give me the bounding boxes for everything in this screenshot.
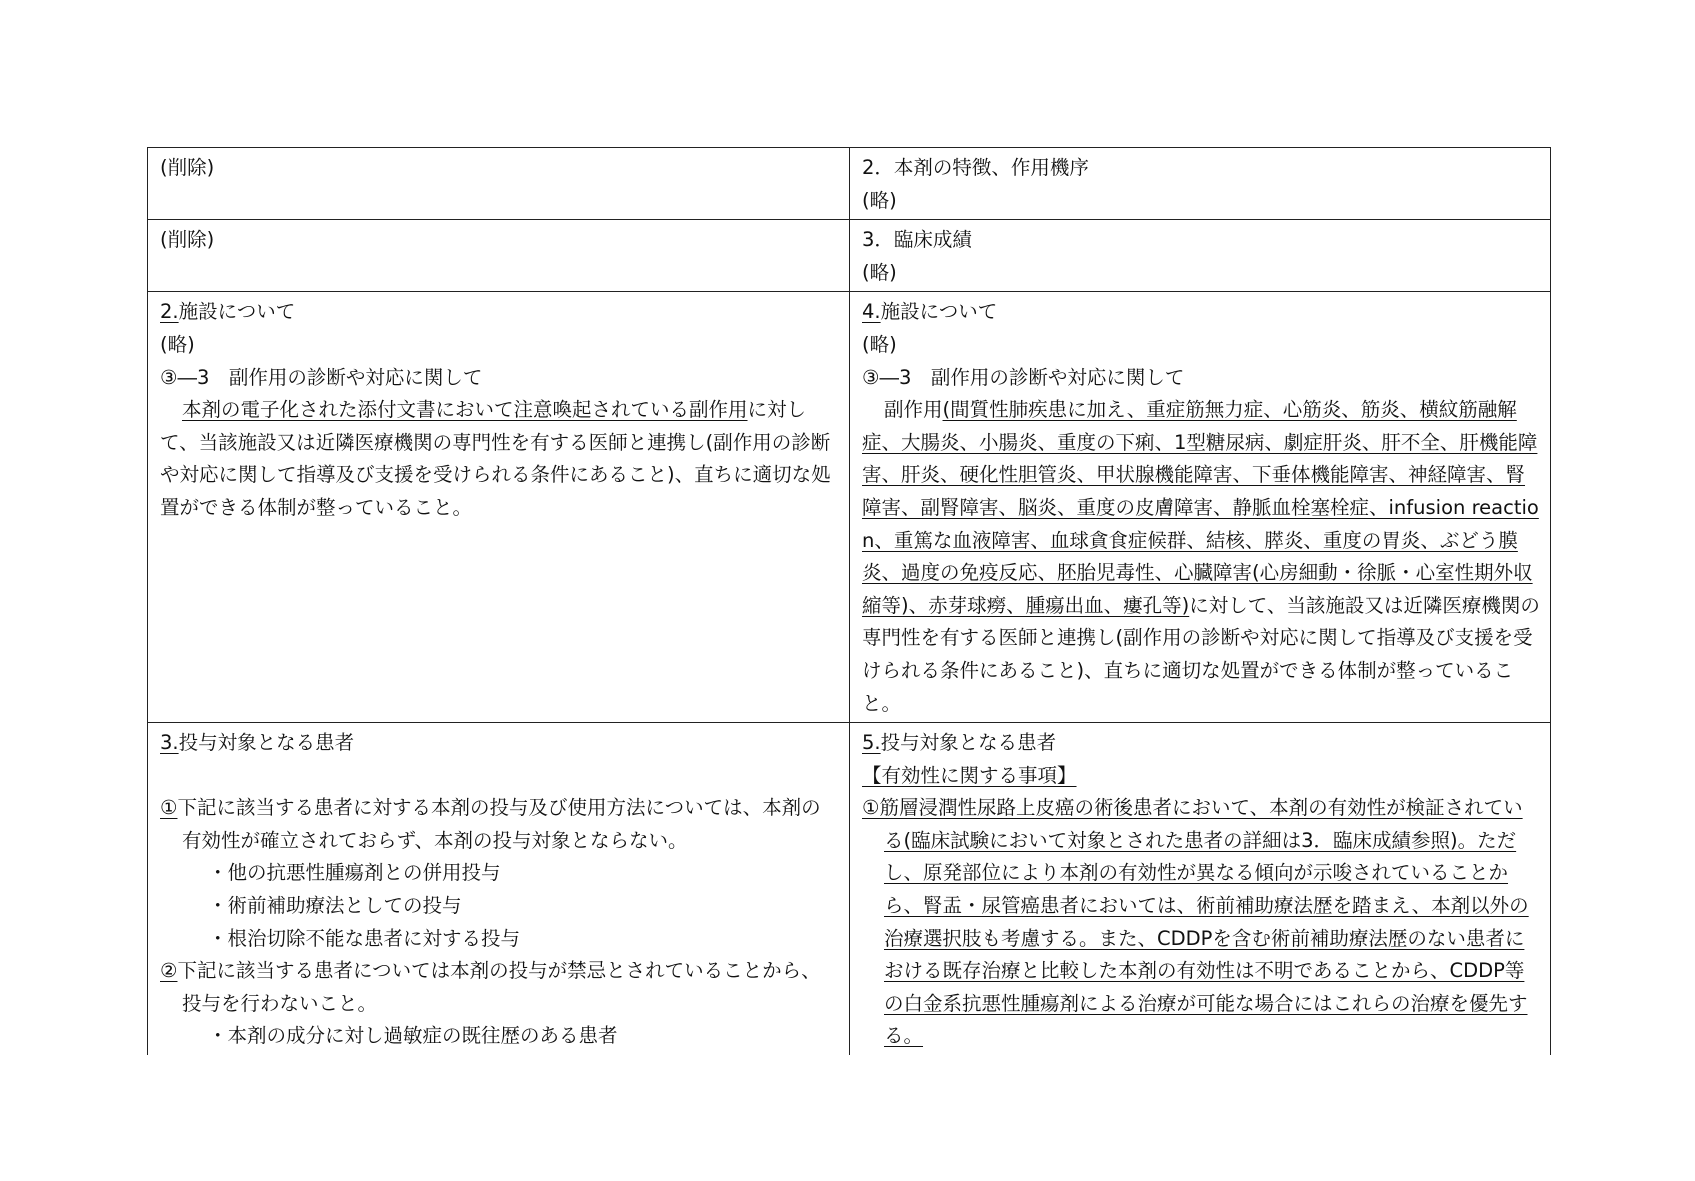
abbreviated-note: (略): [862, 260, 897, 284]
section-heading: 2．本剤の特徴、作用機序: [862, 156, 1089, 179]
section-heading: [160, 727, 839, 760]
subheading: ③―3 副作用の診断や対応に関して: [862, 365, 1185, 389]
bullet-item: ・本剤の成分に対し過敏症の既往歴のある患者: [208, 1024, 618, 1048]
section-title: 投与対象となる患者: [880, 731, 1057, 755]
section-heading: [862, 727, 1540, 760]
section-title: 施設について: [178, 300, 296, 324]
item-marker: ①: [160, 796, 178, 820]
right-cell: [850, 220, 1551, 292]
underlined-text: 本剤の電子化された添付文書において注意喚起されている副作用: [182, 398, 748, 422]
right-cell: [850, 723, 1551, 1055]
table-row: [148, 723, 1551, 1055]
section-heading: 3．臨床成績: [862, 228, 972, 252]
deleted-label: (削除): [160, 228, 215, 252]
section-heading: [160, 296, 839, 329]
section-heading: [862, 296, 1540, 329]
section-number: 2.: [160, 300, 179, 324]
item-text: 下記に該当する患者については本剤の投与が禁忌とされていることから、投与を行わないこと。: [177, 959, 821, 1015]
section-title: 投与対象となる患者: [178, 731, 355, 755]
left-cell: [148, 292, 850, 723]
bullet-item: ・術前補助療法としての投与: [208, 894, 462, 918]
bullet-item: ・根治切除不能な患者に対する投与: [208, 926, 521, 950]
left-cell: [148, 723, 850, 1055]
paragraph: [862, 394, 1540, 720]
table-row: [148, 292, 1551, 723]
table-row: [148, 148, 1551, 220]
paragraph-text: 副作用: [884, 398, 943, 422]
left-cell: [148, 220, 850, 292]
right-cell: [850, 148, 1551, 220]
item-text: 筋層浸潤性尿路上皮癌の術後患者において、本剤の有効性が検証されている(臨床試験において対象とされた患者の詳細は3．臨床成績参照)。ただし、原発部位により本剤の有効性が異なる傾向が示唆されていることから、腎盂・尿管癌患者においては、術前補助療法歴を踏まえ、本剤以外の治療選択肢も考慮する。また、CDDPを含む術前補助療法歴のない患者における既存治療と比較した本剤の有効性は不明であることから、CDDP等の白金系抗悪性腫瘍剤による治療が可能な場合にはこれらの治療を優先する。: [879, 796, 1529, 1048]
section-title: 施設について: [880, 300, 998, 324]
subheading: ③―3 副作用の診断や対応に関して: [160, 365, 483, 389]
underlined-text: (間質性肺疾患に加え、重症筋無力症、心筋炎、筋炎、横紋筋融解症、大腸炎、小腸炎、重度の下痢、1型糖尿病、劇症肝炎、肝不全、肝機能障害、肝炎、硬化性胆管炎、甲状腺機能障害、下垂体機能障害、神経障害、腎障害、副腎障害、脳炎、重度の皮膚障害、静脈血栓塞栓症、infusion reaction、重篤な血液障害、血球貪食症候群、結核、膵炎、重度の胃炎、ぶどう膜炎、過度の免疫反応、胚胎児毒性、心臓障害(心房細動・徐脈・心室性期外収縮等)、赤芽球癆、腫瘍出血、瘻孔等): [862, 398, 1539, 617]
left-cell: [148, 148, 850, 220]
list-item: [160, 792, 839, 857]
abbreviated-note: (略): [862, 188, 897, 212]
abbreviated-note: (略): [160, 332, 195, 356]
abbreviated-note: (略): [862, 332, 897, 356]
item-marker: ②: [160, 959, 178, 983]
spacer: [160, 760, 839, 793]
paragraph: [160, 394, 839, 524]
right-cell: [850, 292, 1551, 723]
section-label: 【有効性に関する事項】: [862, 763, 1077, 787]
table-row: [148, 220, 1551, 292]
deleted-label: (削除): [160, 156, 215, 179]
bullet-item: ・他の抗悪性腫瘍剤との併用投与: [208, 861, 501, 885]
list-item: [160, 955, 839, 1020]
item-text: 下記に該当する患者に対する本剤の投与及び使用方法については、本剤の有効性が確立されておらず、本剤の投与対象とならない。: [177, 796, 821, 852]
comparison-table: [147, 147, 1551, 1055]
item-marker: ①: [862, 796, 880, 820]
paragraph-text: に対して、当該施設又は近隣医療機関の専門性を有する医師と連携し(副作用の診断や対応に関して指導及び支援を受けられる条件にあること)、直ちに適切な処置ができる体制が整っていること。: [862, 593, 1540, 715]
paragraph-text: に対して、当該施設又は近隣医療機関の専門性を有する医師と連携し(副作用の診断や対応に関して指導及び支援を受けられる条件にあること)、直ちに適切な処置ができる体制が整っていること。: [160, 398, 831, 519]
section-number: 3.: [160, 731, 179, 755]
section-number: 5.: [862, 731, 881, 755]
section-number: 4.: [862, 300, 881, 324]
list-item: [862, 792, 1540, 1053]
